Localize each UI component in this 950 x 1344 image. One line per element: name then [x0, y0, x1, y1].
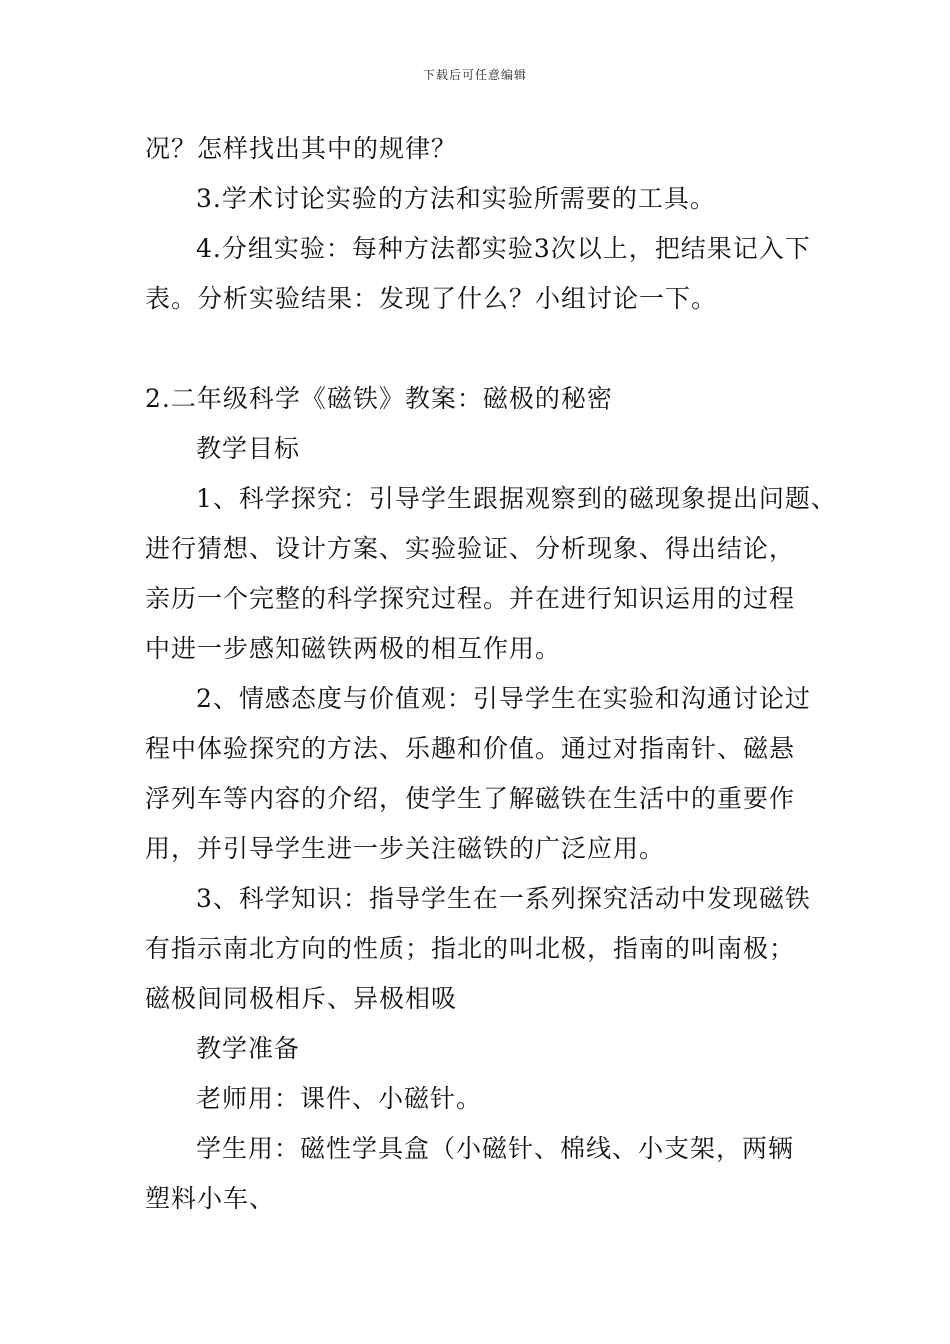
- subheading: 教学准备: [196, 1034, 301, 1063]
- text-line: 3.学术讨论实验的方法和实验所需要的工具。: [196, 184, 716, 213]
- section-heading: 2.二年级科学《磁铁》教案：磁极的秘密: [145, 384, 613, 413]
- subheading: 教学目标: [196, 434, 301, 463]
- text-line: 表。分析实验结果：发现了什么？小组讨论一下。: [145, 284, 718, 313]
- text-line: 况？怎样找出其中的规律？: [145, 134, 458, 163]
- header-note: 下载后可任意编辑: [422, 68, 527, 82]
- text-line: 中进一步感知磁铁两极的相互作用。: [145, 634, 562, 663]
- text-line: 进行猜想、设计方案、实验验证、分析现象、得出结论，: [145, 534, 796, 563]
- text-line: 塑料小车、: [145, 1184, 276, 1213]
- text-line: 老师用：课件、小磁针。: [196, 1084, 483, 1113]
- text-line: 程中体验探究的方法、乐趣和价值。通过对指南针、磁悬: [145, 734, 796, 763]
- text-line: 有指示南北方向的性质；指北的叫北极，指南的叫南极；: [145, 934, 796, 963]
- text-line: 学生用：磁性学具盒（小磁针、棉线、小支架，两辆: [196, 1134, 795, 1163]
- text-line: 磁极间同极相斥、异极相吸: [145, 984, 458, 1013]
- text-line: 用，并引导学生进一步关注磁铁的广泛应用。: [145, 834, 666, 863]
- text-line: 亲历一个完整的科学探究过程。并在进行知识运用的过程: [145, 584, 796, 613]
- text-line: 2、情感态度与价值观：引导学生在实验和沟通讨论过: [196, 684, 811, 713]
- text-line: 3、科学知识：指导学生在一系列探究活动中发现磁铁: [196, 884, 811, 913]
- text-line: 4.分组实验：每种方法都实验3次以上，把结果记入下: [196, 234, 811, 263]
- text-line: 浮列车等内容的介绍，使学生了解磁铁在生活中的重要作: [145, 784, 796, 813]
- text-line: 1、科学探究：引导学生跟据观察到的磁现象提出问题、: [196, 484, 837, 513]
